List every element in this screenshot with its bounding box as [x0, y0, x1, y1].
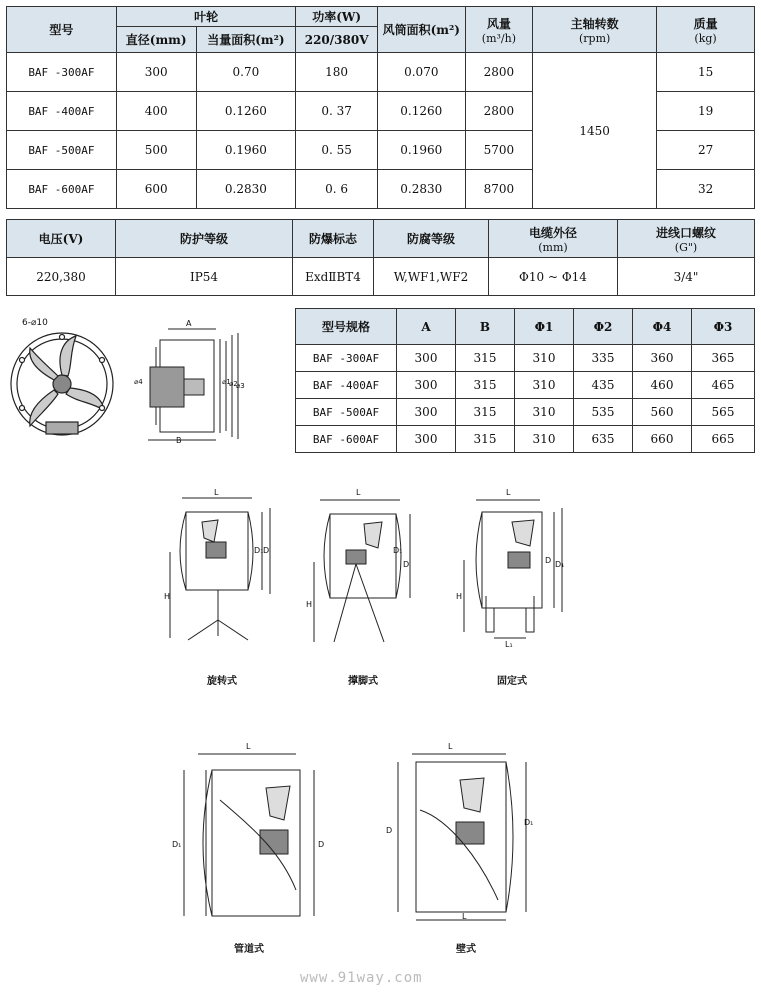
- header-explosion: 防爆标志: [293, 220, 374, 258]
- dim-a-label: A: [186, 319, 192, 328]
- header-impeller: 叶轮: [116, 7, 295, 27]
- caption-tripod: 撑脚式: [348, 676, 378, 687]
- tripod-type-drawing: [300, 492, 425, 652]
- header-power: 功率(W): [296, 7, 378, 27]
- spec-table-electrical: [6, 219, 755, 296]
- speed-value: 1450: [533, 53, 657, 209]
- rotary-dim-d1: D₁: [254, 546, 264, 555]
- table-row: BAF -300AF 300 315 310 335 360 365: [296, 345, 755, 372]
- table-row: BAF -400AF 400 0.1260 0. 37 0.1260 2800 19: [7, 92, 755, 131]
- tripod-dim-d1: D₁: [393, 546, 403, 555]
- header-protection: 防护等级: [116, 220, 293, 258]
- duct-type-drawing: [170, 740, 330, 930]
- header-voltage: 220/380V: [296, 27, 378, 53]
- rotary-dim-h: H: [164, 592, 171, 601]
- front-view-drawing: [6, 318, 121, 443]
- wall-dim-l-bottom: L: [462, 912, 467, 921]
- duct-dim-l: L: [246, 742, 251, 751]
- header-model: 型号: [7, 7, 117, 53]
- header-thread: 进线口螺纹 (G"): [618, 220, 755, 258]
- fixed-type-drawing: [450, 492, 575, 652]
- header-corrosion: 防腐等级: [374, 220, 489, 258]
- rotary-dim-d: D: [263, 546, 270, 555]
- fixed-dim-l1: L₁: [505, 640, 513, 649]
- table-row: 220,380 IP54 ExdⅡBT4 W,WF1,WF2 Φ10 ~ Φ14 3/4": [7, 258, 755, 296]
- dim-phi1-label: ⌀1: [222, 378, 231, 386]
- table-row: BAF -500AF 500 0.1960 0. 55 0.1960 5700 27: [7, 131, 755, 170]
- header-speed: 主轴转数 (rpm): [533, 7, 657, 53]
- duct-dim-d: D: [318, 840, 325, 849]
- header-airflow: 风量 (m³/h): [465, 7, 533, 53]
- spec-table-main: [6, 6, 755, 209]
- tripod-dim-h: H: [306, 600, 313, 609]
- caption-rotary: 旋转式: [207, 676, 237, 687]
- wall-type-drawing: [380, 740, 540, 930]
- table-row: BAF -400AF 300 315 310 435 460 465: [296, 372, 755, 399]
- wall-dim-l-top: L: [448, 742, 453, 751]
- header-model: 型号规格: [296, 309, 397, 345]
- rotary-type-drawing: [160, 492, 285, 652]
- fixed-dim-d: D: [545, 556, 552, 565]
- header-mass: 质量 (kg): [657, 7, 755, 53]
- caption-fixed: 固定式: [497, 676, 527, 687]
- tripod-dim-l: L: [356, 488, 361, 497]
- wall-dim-d: D: [386, 826, 393, 835]
- header-cable: 电缆外径 (mm): [489, 220, 618, 258]
- spec-table-dimensions: 型号规格 A B Φ1 Φ2 Φ4 Φ3 BAF -300AF 300 315 310 335 360 365 BAF -400AF 300 315 310 435 460 465 BAF -500AF 300 315 310 535 560 565 BAF -600AF 300 315 310 635 660 665: [295, 308, 755, 453]
- wall-dim-d1: D₁: [524, 818, 534, 827]
- fixed-dim-d1: D₁: [555, 560, 565, 569]
- fixed-dim-l: L: [506, 488, 511, 497]
- tripod-dim-d: D: [403, 560, 410, 569]
- dim-phi2-label: ⌀2: [229, 380, 238, 388]
- caption-duct: 管道式: [234, 944, 264, 955]
- header-equiv-area: 当量面积(m²): [196, 27, 296, 53]
- header-tube-area: 风筒面积(m²): [377, 7, 465, 53]
- caption-wall: 壁式: [456, 944, 476, 955]
- dim-b-label: B: [176, 436, 182, 445]
- rotary-dim-l: L: [214, 488, 219, 497]
- table-row: BAF -600AF 300 315 310 635 660 665: [296, 426, 755, 453]
- header-diameter: 直径(mm): [116, 27, 196, 53]
- dim-phi3-label: ⌀3: [236, 382, 245, 390]
- table-row: BAF -600AF 600 0.2830 0. 6 0.2830 8700 32: [7, 170, 755, 209]
- header-voltage: 电压(V): [7, 220, 116, 258]
- table-row: BAF -500AF 300 315 310 535 560 565: [296, 399, 755, 426]
- duct-dim-d1: D₁: [172, 840, 182, 849]
- watermark: www.91way.com: [300, 970, 423, 986]
- fixed-dim-h: H: [456, 592, 463, 601]
- hole-note: 6-⌀10: [22, 318, 48, 328]
- table-row: BAF -300AF 300 0.70 180 0.070 2800 1450 15: [7, 53, 755, 92]
- dim-phi4-label: ⌀4: [134, 378, 143, 386]
